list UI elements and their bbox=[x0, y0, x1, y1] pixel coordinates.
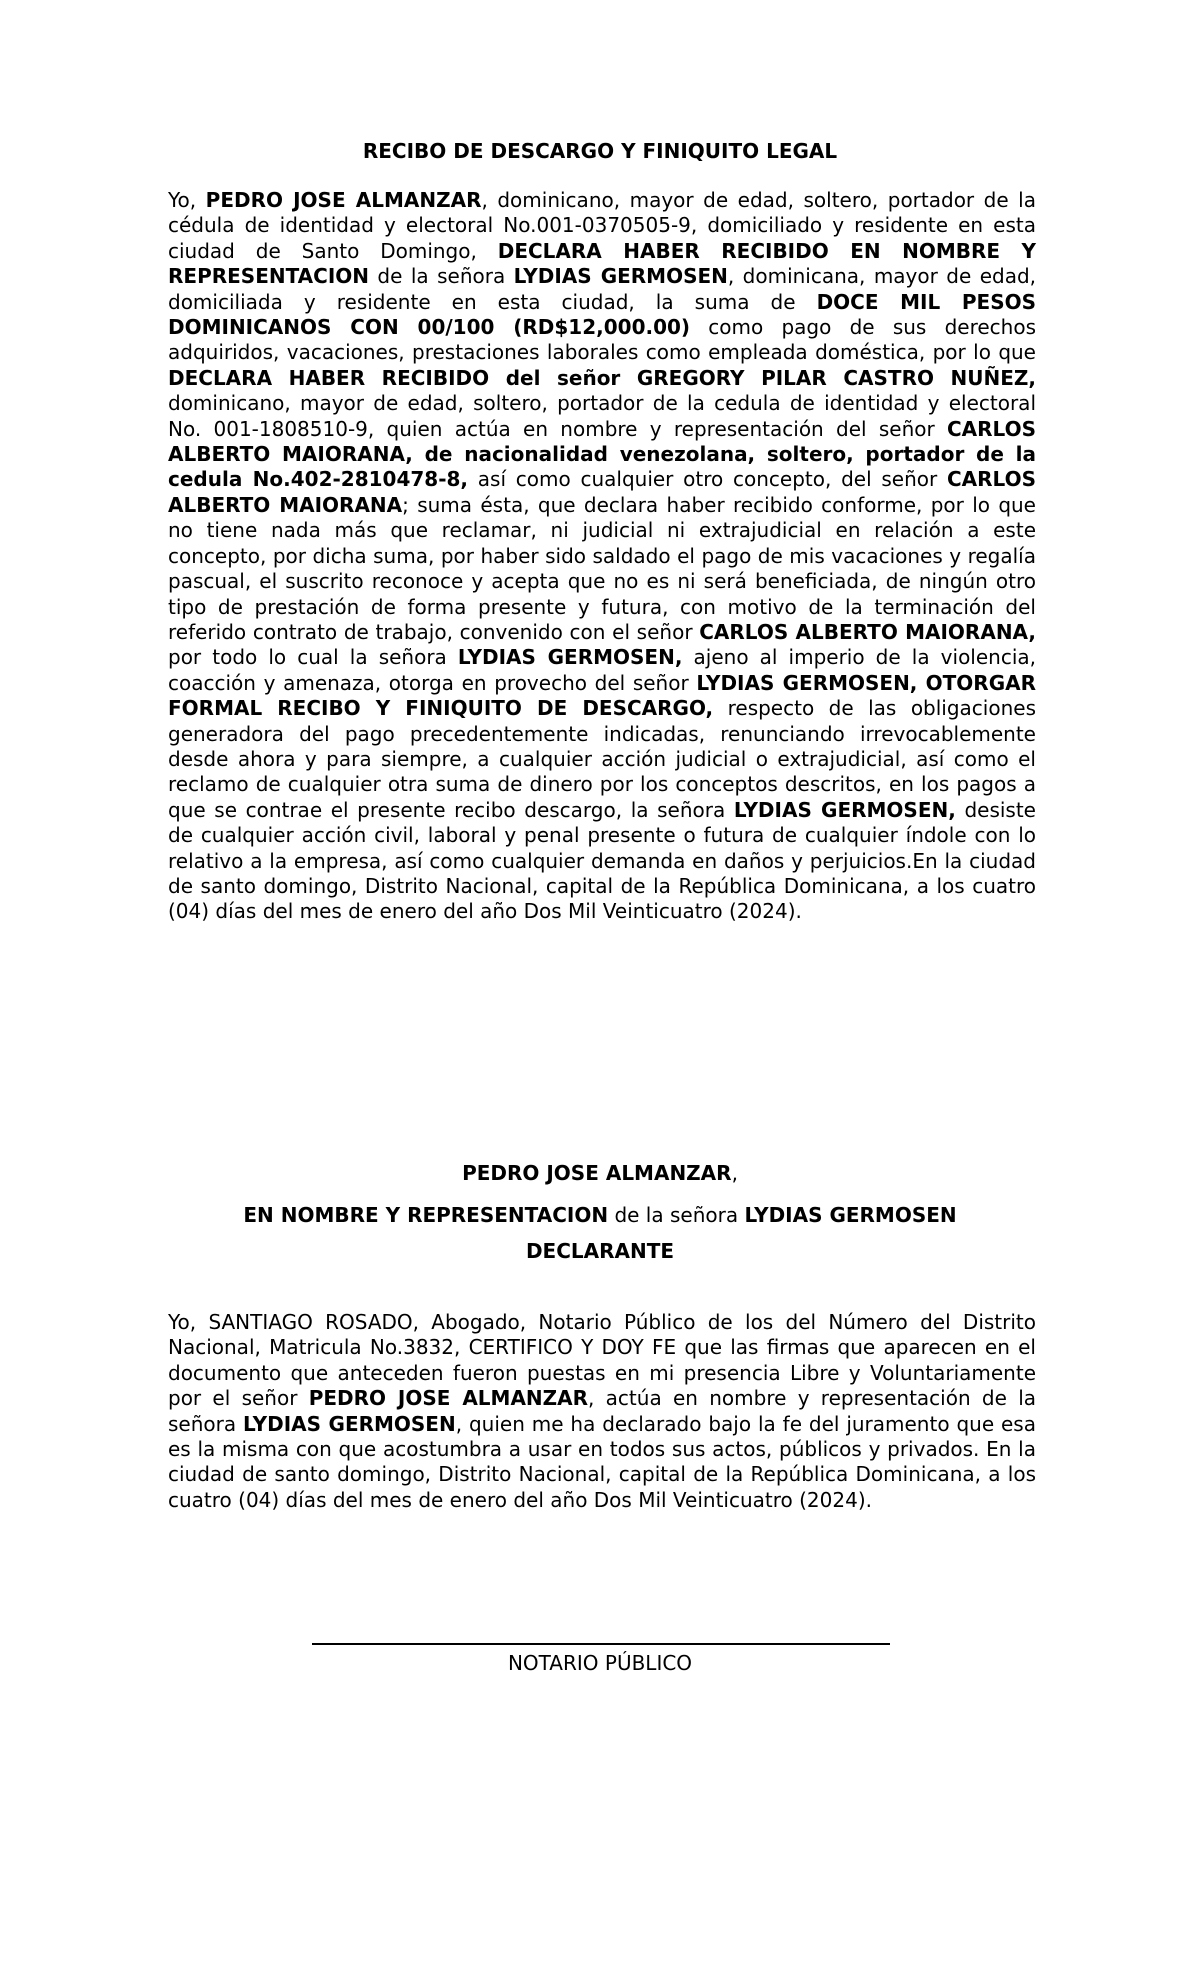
represented-name: LYDIAS GERMOSEN bbox=[744, 1203, 957, 1227]
text-run: , dominicano, mayor de edad, soltero, portador de la cédula de identidad y electoral No.001-0370505-9, domiciliado y residente en esta ciudad de Santo Domingo, bbox=[168, 188, 1036, 263]
representation-text: de la señora bbox=[608, 1203, 745, 1227]
text-run: por todo lo cual la señora bbox=[168, 645, 458, 670]
text-run: ; suma ésta, que declara haber recibido conforme, por lo que no tiene nada más que reclamar, ni judicial ni extrajudicial en relación a este concepto, por dicha suma, por haber sido saldado el pago de mis vacaciones y regalía pascual, el suscrito reconoce y acepta que no es ni será beneficiada, de ningún otro tipo de prestación de forma presente y futura, con motivo de la terminación del referido contrato de trabajo, convenido con el señor bbox=[168, 492, 1036, 644]
document-title: RECIBO DE DESCARGO Y FINIQUITO LEGAL bbox=[362, 139, 838, 163]
signatory-role: DECLARANTE bbox=[525, 1239, 675, 1263]
text-run: , actúa en nombre y representación de la señora bbox=[168, 1386, 1037, 1436]
bold-text-run: DOCE MIL PESOS DOMINICANOS CON 00/100 (RD$12,000.00) bbox=[168, 289, 1037, 340]
notary-label: NOTARIO PÚBLICO bbox=[507, 1651, 693, 1675]
text-run: Yo, bbox=[168, 188, 206, 212]
bold-text-run: DECLARA HABER RECIBIDO EN NOMBRE Y REPRESENTACION bbox=[168, 238, 1037, 289]
bold-text-run: DECLARA HABER RECIBIDO del señor GREGORY PILAR CASTRO NUÑEZ, bbox=[168, 365, 1036, 390]
text-run: como pago de sus derechos adquiridos, vacaciones, prestaciones laborales como empleada doméstica, por lo que bbox=[168, 315, 1036, 365]
bold-text-run: LYDIAS GERMOSEN, bbox=[733, 797, 956, 822]
bold-text-run: CARLOS ALBERTO MAIORANA bbox=[168, 467, 1036, 517]
bold-text-run: LYDIAS GERMOSEN bbox=[243, 1411, 456, 1436]
bold-text-run: LYDIAS GERMOSEN, OTORGAR FORMAL RECIBO Y FINIQUITO DE DESCARGO, bbox=[168, 670, 1036, 721]
signatory-representation-line bbox=[0, 1200, 1200, 1230]
text-run: de la señora bbox=[369, 264, 514, 289]
bold-text-run: CARLOS ALBERTO MAIORANA, de nacionalidad venezolana, soltero, portador de la cedula No.402-2810478-8, bbox=[168, 416, 1036, 492]
signatory-name-line bbox=[0, 1158, 1200, 1188]
text-run: dominicano, mayor de edad, soltero, portador de la cedula de identidad y electoral No. 001-1808510-9, quien actúa en nombre y representación del señor bbox=[168, 391, 1036, 441]
notary-signature-line bbox=[312, 1643, 890, 1645]
bold-text-run: PEDRO JOSE ALMANZAR bbox=[308, 1386, 589, 1411]
representation-label: EN NOMBRE Y REPRESENTACION bbox=[243, 1203, 609, 1227]
text-run: desiste de cualquier acción civil, laboral y penal presente o futura de cualquier índole con lo relativo a la empresa, así como cualquier demanda en daños y perjuicios.En la ciudad de santo domingo, Distrito Nacional, capital de la República Dominicana, a los cuatro (04) días del mes de enero del año Dos Mil Veinticuatro (2024). bbox=[168, 797, 1036, 924]
bold-text-run: PEDRO JOSE ALMANZAR bbox=[205, 188, 482, 212]
text-run: ajeno al imperio de la violencia, coacción y amenaza, otorga en provecho del señor bbox=[168, 645, 1037, 695]
notary-certification-paragraph bbox=[168, 1310, 1036, 1513]
bold-text-run: CARLOS ALBERTO MAIORANA, bbox=[699, 619, 1036, 644]
text-run: Yo, SANTIAGO ROSADO, Abogado, Notario Público de los del Número del Distrito Nacional, Matricula No.3832, CERTIFICO Y DOY FE que las firmas que aparecen en el documento que anteceden fueron puestas en mi presencia Libre y Voluntariamente por el señor bbox=[168, 1310, 1036, 1411]
signatory-name: PEDRO JOSE ALMANZAR bbox=[462, 1161, 732, 1185]
signatory-name-suffix: , bbox=[731, 1161, 738, 1185]
text-run: así como cualquier otro concepto, del señor bbox=[468, 467, 947, 492]
signatory-role-line bbox=[0, 1236, 1200, 1266]
receipt-paragraph bbox=[168, 188, 1036, 925]
text-run: , quien me ha declarado bajo la fe del juramento que esa es la misma con que acostumbra a usar en todos sus actos, públicos y privados. En la ciudad de santo domingo, Distrito Nacional, capital de la República Dominicana, a los cuatro (04) días del mes de enero del año Dos Mil Veinticuatro (2024). bbox=[168, 1411, 1036, 1512]
bold-text-run: LYDIAS GERMOSEN bbox=[513, 264, 728, 289]
bold-text-run: LYDIAS GERMOSEN, bbox=[457, 645, 683, 670]
text-run: , dominicana, mayor de edad, domiciliada y residente en esta ciudad, la suma de bbox=[168, 264, 1036, 314]
text-run: respecto de las obligaciones generadora del pago precedentemente indicadas, renunciando irrevocablemente desde ahora y para siempre, a cualquier acción judicial o extrajudicial, así como el reclamo de cualquier otra suma de dinero por los conceptos descritos, en los pagos a que se contrae el presente recibo descargo, la señora bbox=[168, 696, 1037, 822]
